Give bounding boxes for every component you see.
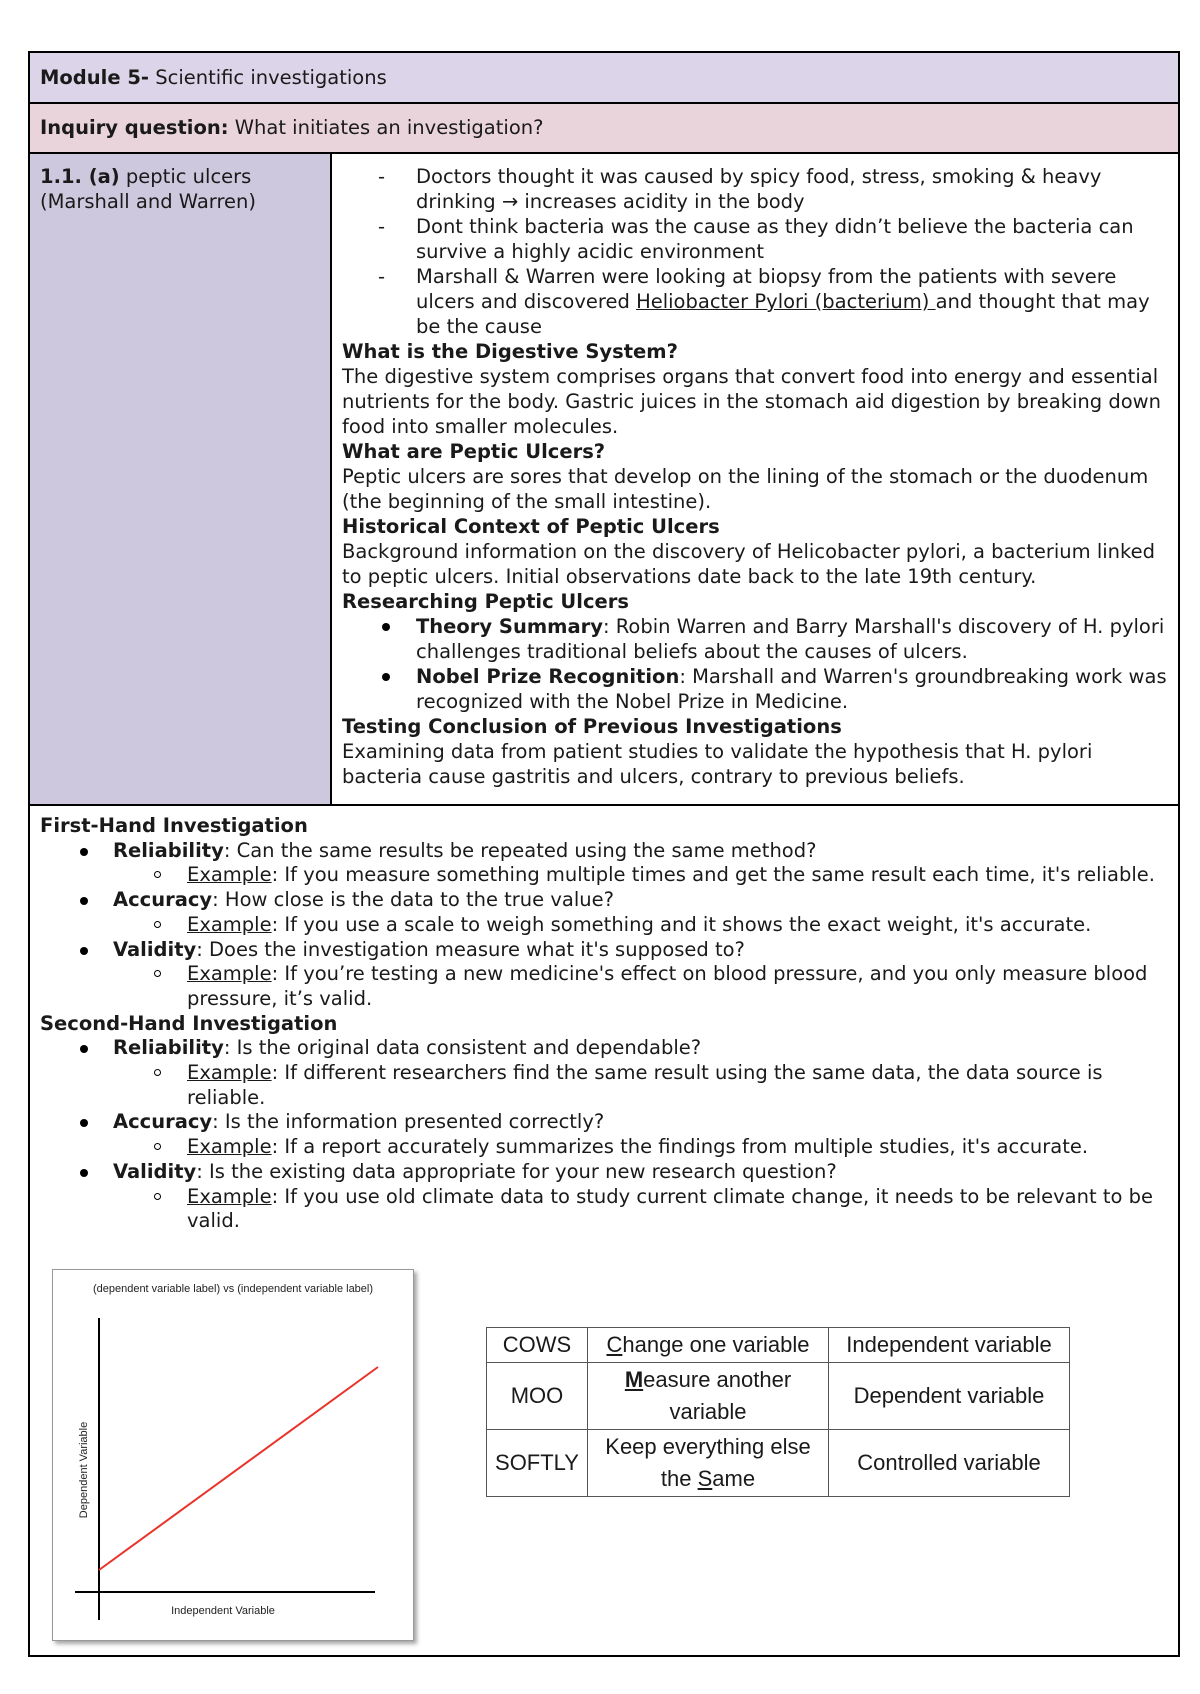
item-label: Reliability xyxy=(113,838,224,862)
notes-cell xyxy=(332,154,1178,804)
table-row xyxy=(487,1328,1070,1363)
list-item xyxy=(342,664,1168,714)
example-label: Example xyxy=(187,1184,272,1208)
item-label: Validity xyxy=(113,1159,197,1183)
item-label: Theory Summary xyxy=(416,615,603,638)
second-hand-heading: Second-Hand Investigation xyxy=(40,1011,338,1035)
x-axis-label: Independent Variable xyxy=(171,1605,275,1617)
example-item xyxy=(40,913,1168,938)
item-text: : Is the information presented correctly? xyxy=(212,1110,605,1134)
meaning-cell xyxy=(588,1363,829,1430)
inquiry-label: Inquiry question: xyxy=(40,116,229,139)
example-item xyxy=(40,863,1168,888)
item-text: : Is the existing data appropriate for your new research question? xyxy=(196,1159,837,1183)
list-item xyxy=(40,1036,1168,1061)
trend-line xyxy=(99,1367,378,1570)
example-text: : If you’re testing a new medicine's effect on blood pressure, and you only measure blood pressure, it’s valid. xyxy=(187,962,1148,1010)
inquiry-row xyxy=(30,104,1178,154)
item-text: : How close is the data to the true value? xyxy=(212,888,614,912)
list-item xyxy=(40,938,1168,963)
item-text: : Does the investigation measure what it's supposed to? xyxy=(196,937,745,961)
item-text: : Robin Warren and Barry Marshall's discovery of H. pylori challenges traditional beliefs about the causes of ulcers. xyxy=(416,615,1165,663)
example-item xyxy=(40,1061,1168,1110)
acronym-cell: MOO xyxy=(487,1363,588,1430)
topic-cell xyxy=(30,154,332,804)
variable-cell: Dependent variable xyxy=(829,1363,1070,1430)
topic-title: peptic ulcers (Marshall and Warren) xyxy=(40,165,256,213)
example-label: Example xyxy=(187,912,272,936)
item-text: : Marshall and Warren's groundbreaking work was recognized with the Nobel Prize in Medicine. xyxy=(416,665,1167,713)
bacterium-link: Heliobacter Pylori (bacterium) xyxy=(636,290,936,313)
list-item xyxy=(342,614,1168,664)
text: easure another variable xyxy=(643,1367,792,1424)
example-item xyxy=(40,1135,1168,1160)
table-row xyxy=(487,1363,1070,1430)
section-heading: What are Peptic Ulcers? xyxy=(342,440,606,463)
section-text: Peptic ulcers are sores that develop on the lining of the stomach or the duodenum (the beginning of the small intestine). xyxy=(342,465,1149,513)
graph-svg xyxy=(53,1270,413,1640)
investigation-section xyxy=(30,806,1178,1234)
item-label: Reliability xyxy=(113,1036,224,1060)
item-label: Validity xyxy=(113,937,197,961)
example-text: : If different researchers find the same result using the same data, the data source is reliable. xyxy=(187,1061,1103,1109)
text: and thought that may be the cause xyxy=(416,290,1150,338)
graph-figure xyxy=(52,1269,414,1641)
example-text: : If a report accurately summarizes the findings from multiple studies, it's accurate. xyxy=(271,1135,1089,1159)
example-item xyxy=(40,962,1168,1011)
initial: S xyxy=(697,1466,713,1491)
module-row xyxy=(30,53,1178,104)
example-text: : If you use old climate data to study current climate change, it needs to be relevant to be valid. xyxy=(187,1184,1153,1233)
y-axis-label: Dependent Variable xyxy=(78,1421,90,1519)
initial: M xyxy=(624,1367,644,1392)
item-label: Accuracy xyxy=(113,1110,213,1134)
item-label: Accuracy xyxy=(113,888,213,912)
topic-row xyxy=(30,154,1178,806)
meaning-cell xyxy=(588,1328,829,1363)
section-heading: What is the Digestive System? xyxy=(342,340,678,363)
list-item xyxy=(40,1110,1168,1135)
section-heading: Researching Peptic Ulcers xyxy=(342,590,629,613)
example-text: : If you measure something multiple times and get the same result each time, it's reliable. xyxy=(271,863,1155,887)
module-label: Module 5- xyxy=(40,66,150,89)
list-item xyxy=(40,888,1168,913)
item-text: : Can the same results be repeated using the same method? xyxy=(223,838,817,862)
list-item xyxy=(40,1160,1168,1185)
initial: C xyxy=(606,1332,623,1357)
example-label: Example xyxy=(187,1135,272,1159)
acronym-cell: COWS xyxy=(487,1328,588,1363)
cows-table xyxy=(486,1327,1070,1497)
acronym-cell: SOFTLY xyxy=(487,1430,588,1497)
item-text: : Is the original data consistent and dependable? xyxy=(223,1036,702,1060)
section-text: Examining data from patient studies to validate the hypothesis that H. pylori bacteria cause gastritis and ulcers, contrary to previous beliefs. xyxy=(342,740,1093,788)
example-label: Example xyxy=(187,1061,272,1085)
example-label: Example xyxy=(187,863,272,887)
example-label: Example xyxy=(187,962,272,986)
variable-cell: Independent variable xyxy=(829,1328,1070,1363)
variable-cell: Controlled variable xyxy=(829,1430,1070,1497)
example-item xyxy=(40,1185,1168,1234)
section-text: Background information on the discovery of Helicobacter pylori, a bacterium linked to peptic ulcers. Initial observations date back to the late 19th century. xyxy=(342,540,1156,588)
dash-list xyxy=(342,164,1168,339)
graph-title: (dependent variable label) vs (independent variable label) xyxy=(92,1283,374,1295)
research-list xyxy=(342,614,1168,714)
text: hange one variable xyxy=(622,1332,810,1357)
list-item: - Doctors thought it was caused by spicy food, stress, smoking & heavy drinking → increases acidity in the body xyxy=(342,164,1168,214)
section-heading: Testing Conclusion of Previous Investigations xyxy=(342,715,842,738)
text: Keep everything else the xyxy=(605,1434,811,1491)
section-heading: Historical Context of Peptic Ulcers xyxy=(342,515,720,538)
inquiry-question: What initiates an investigation? xyxy=(228,116,544,139)
list-item xyxy=(342,264,1168,339)
list-item: - Dont think bacteria was the cause as they didn’t believe the bacteria can survive a highly acidic environment xyxy=(342,214,1168,264)
worksheet xyxy=(28,51,1180,1657)
section-text: The digestive system comprises organs that convert food into energy and essential nutrients for the body. Gastric juices in the stomach aid digestion by breaking down food into smaller molecules. xyxy=(342,365,1161,438)
text: Marshall & Warren were looking at biopsy from the patients with severe ulcers and discovered xyxy=(416,265,1117,313)
meaning-cell xyxy=(588,1430,829,1497)
table-row xyxy=(487,1430,1070,1497)
example-text: : If you use a scale to weigh something and it shows the exact weight, it's accurate. xyxy=(271,912,1092,936)
module-title: Scientific investigations xyxy=(149,66,387,89)
topic-label: 1.1. (a) xyxy=(40,165,120,188)
text: ame xyxy=(712,1466,756,1491)
first-hand-heading: First-Hand Investigation xyxy=(40,814,308,837)
item-label: Nobel Prize Recognition xyxy=(416,665,680,688)
list-item xyxy=(40,839,1168,864)
